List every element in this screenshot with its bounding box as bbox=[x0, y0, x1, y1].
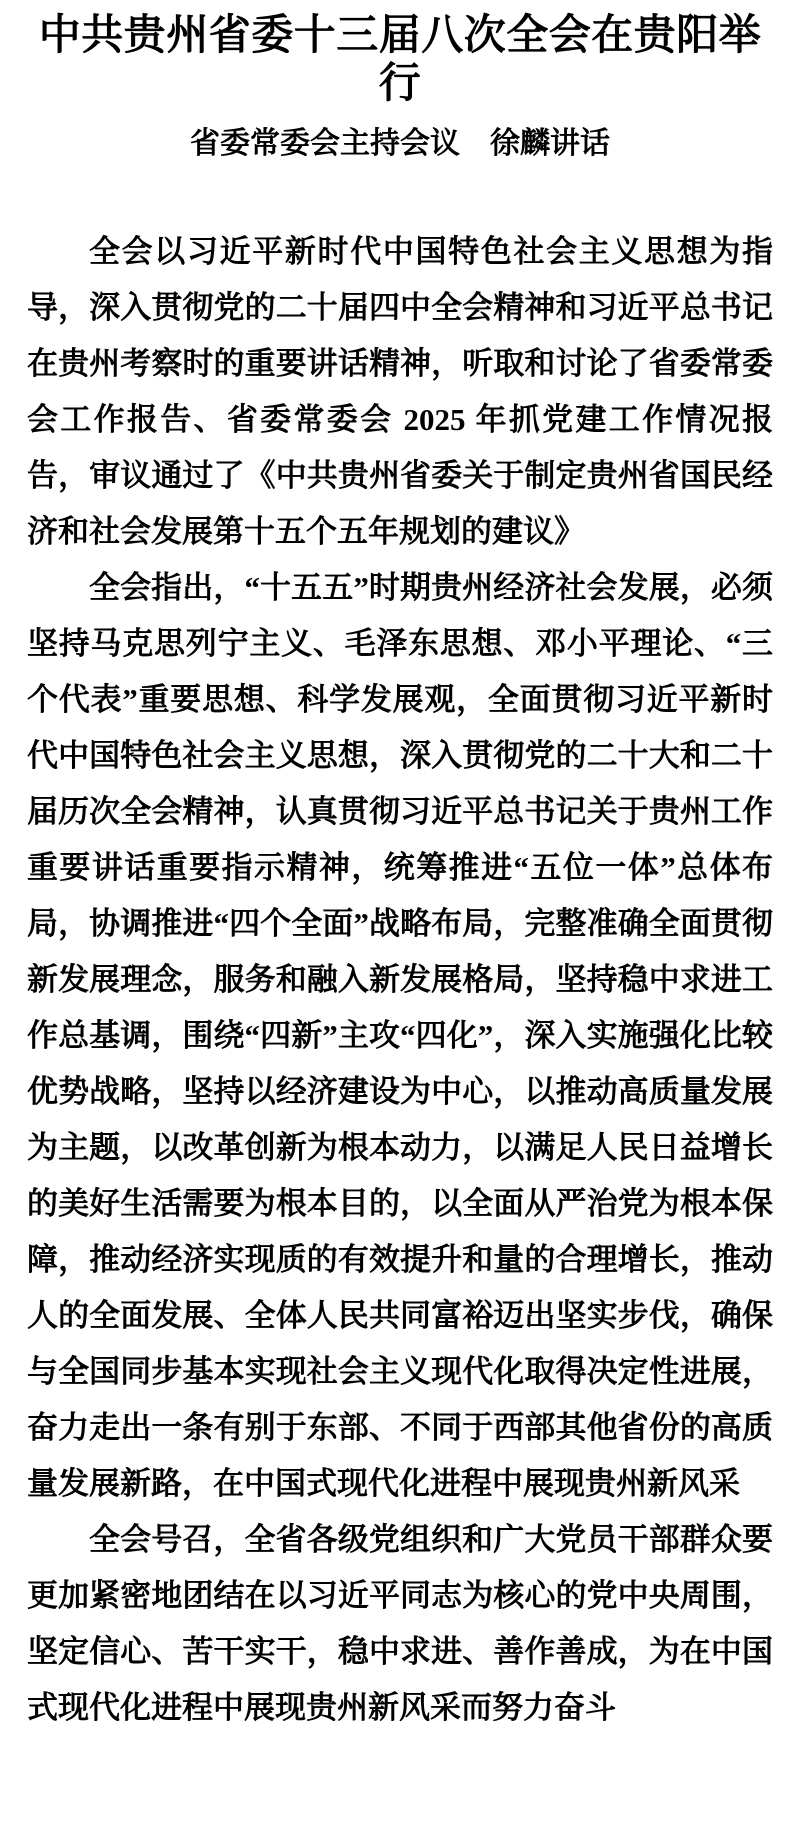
article-title: 中共贵州省委十三届八次全会在贵阳举行 bbox=[38, 13, 762, 108]
paragraph-2: 全会指出，“十五五”时期贵州经济社会发展，必须坚持马克思列宁主义、毛泽东思想、邓小平理论、“三个代表”重要思想、科学发展观，全面贯彻习近平新时代中国特色社会主义思想，深入贯彻党的二十大和二十届历次全会精神，认真贯彻习近平总书记关于贵州工作重要讲话重要指示精神，统筹推进“五位一体”总体布局，协调推进“四个全面”战略布局，完整准确全面贯彻新发展理念，服务和融入新发展格局，坚持稳中求进工作总基调，围绕“四新”主攻“四化”，深入实施强化比较优势战略，坚持以经济建设为中心，以推动高质量发展为主题，以改革创新为根本动力，以满足人民日益增长的美好生活需要为根本目的，以全面从严治党为根本保障，推动经济实现质的有效提升和量的合理增长，推动人的全面发展、全体人民共同富裕迈出坚实步伐，确保与全国同步基本实现社会主义现代化取得决定性进展，奋力走出一条有别于东部、不同于西部其他省份的高质量发展新路，在中国式现代化进程中展现贵州新风采 bbox=[27, 569, 773, 1501]
paragraph-3: 全会号召，全省各级党组织和广大党员干部群众要更加紧密地团结在以习近平同志为核心的党中央周围，坚定信心、苦干实干，稳中求进、善作善成，为在中国式现代化进程中展现贵州新风采而努力奋斗 bbox=[27, 1521, 773, 1725]
article-body bbox=[27, 224, 773, 1736]
paragraph-1: 全会以习近平新时代中国特色社会主义思想为指导，深入贯彻党的二十届四中全会精神和习近平总书记在贵州考察时的重要讲话精神，听取和讨论了省委常委会工作报告、省委常委会 2025 年抓党建工作情况报告，审议通过了《中共贵州省委关于制定贵州省国民经济和社会发展第十五个五年规划的建议》 bbox=[27, 233, 773, 549]
article-subtitle: 省委常委会主持会议 徐麟讲话 bbox=[190, 126, 610, 160]
